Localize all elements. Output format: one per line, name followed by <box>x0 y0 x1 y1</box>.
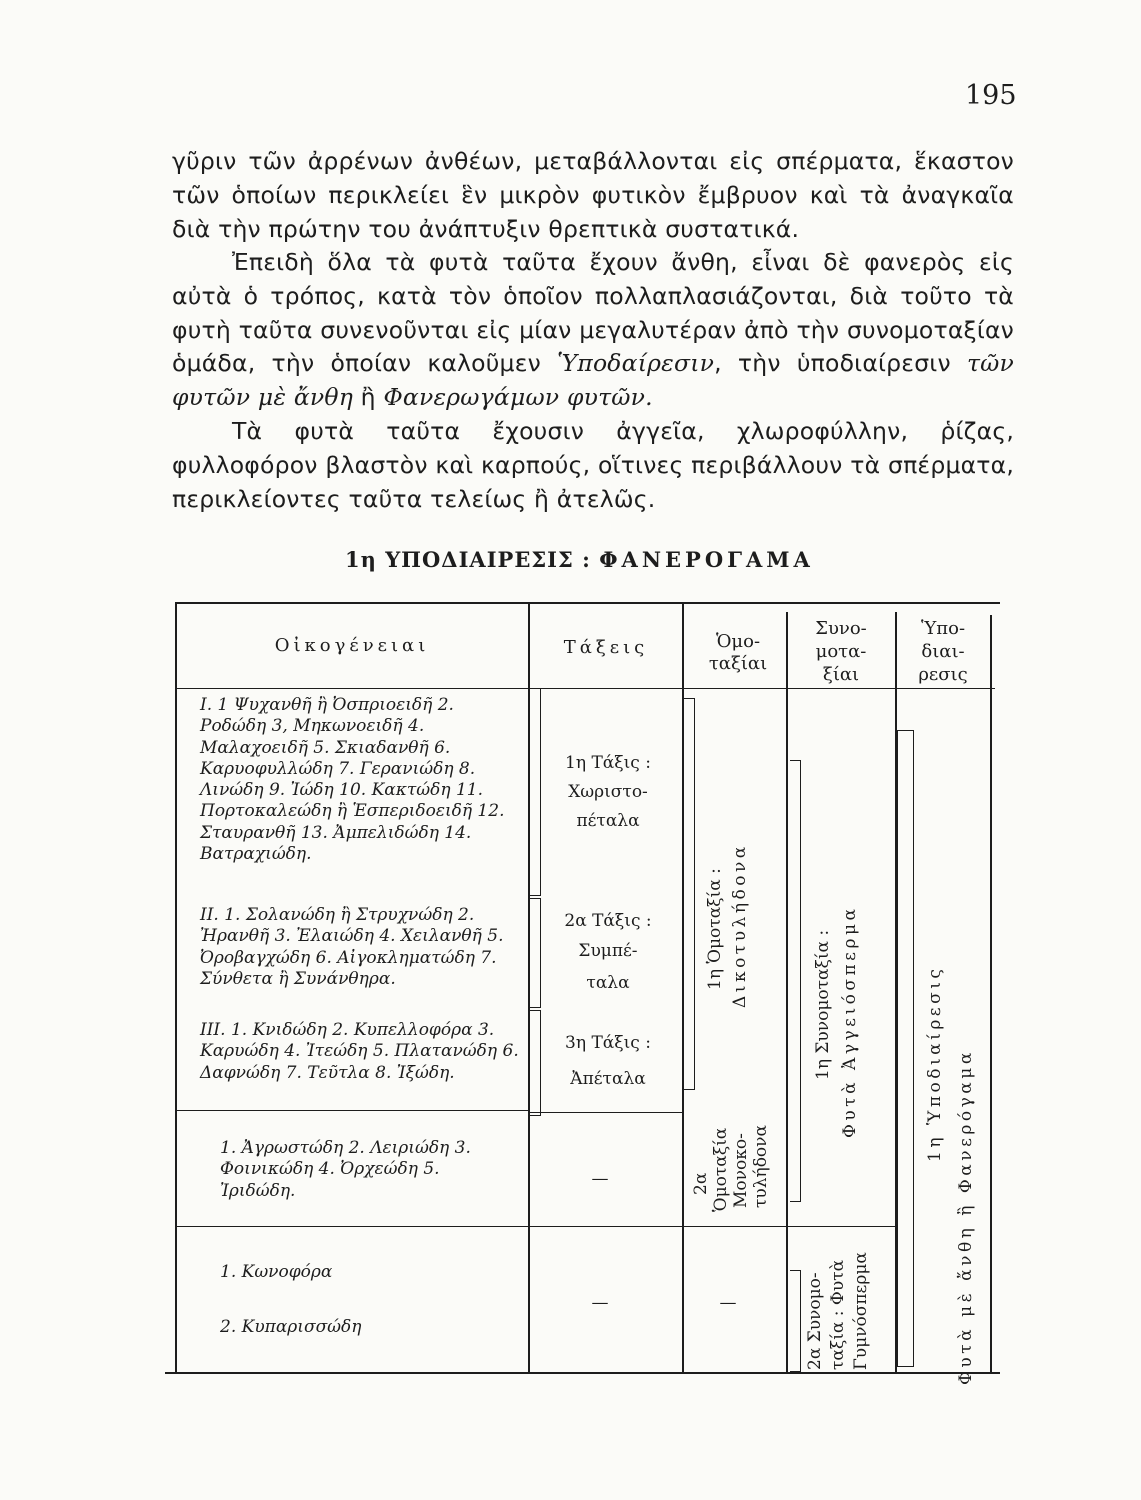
class-2-d: τυλήδονα <box>751 1125 771 1208</box>
header-families: Οἰκογένειαι <box>274 635 430 656</box>
paragraph-3: Τὰ φυτὰ ταῦτα ἔχουσιν ἀγγεῖα, χλωροφύλλην, ῥίζας, φυλλοφόρον βλαστὸν καὶ καρπούς, οἵτινες περιβάλλουν τὰ σπέρματα, περικλείοντες ταῦτα τελείως ἢ ἀτελῶς. <box>172 417 1014 513</box>
class-2-a: 2α <box>691 1172 711 1195</box>
families-group-2: II. 1. Σολανώδη ἢ Στρυχνώδη 2. Ἠρανθῆ 3. Ἐλαιώδη 4. Χειλανθῆ 5. Ὀροβαγχώδη 6. Αἰγοκληματώδη 7. Σύνθετα ἢ Συνάνθηρα. <box>200 905 504 989</box>
row-line-1 <box>175 1110 528 1111</box>
subdivision-b: Φυτὰ μὲ ἄνθη ἢ Φανερόγαμα <box>956 1049 976 1385</box>
subdivision-a: 1η Ὑποδιαίρεσις <box>925 965 945 1162</box>
families-group-5a: 1. Κωνοφόρα <box>220 1262 333 1282</box>
order-3-b: Ἀπέταλα <box>570 1069 646 1089</box>
subclass-1-a: 1η Συνομοταξία : <box>813 929 833 1080</box>
table-top-line <box>175 602 1000 604</box>
class-brace-1 <box>684 698 695 1090</box>
family-brace-3 <box>530 1010 541 1116</box>
subclass-2-c: Γυμνόσπερμα <box>851 1252 871 1370</box>
paragraph-1: γῦριν τῶν ἀρρένων ἀνθέων, μεταβάλλονται εἰς σπέρματα, ἕκαστον τῶν ὁποίων περικλείει ἓν μικρὸν φυτικὸν ἔμβρυον καὶ τὰ ἀναγκαῖα διὰ τὴν πρώτην του ἀνάπτυξιν θρεπτικὰ συστατικά. <box>172 147 1014 243</box>
subclass-2-b: ταξία : Φυτὰ <box>828 1259 848 1370</box>
header-subclasses-2: μοτα- <box>815 641 867 662</box>
order-none-2: — <box>591 1293 609 1313</box>
row-line-2 <box>175 1226 895 1227</box>
term-phanerogams: Φανερωγάμων φυτῶν. <box>383 383 653 412</box>
paragraph-2-or: ἢ <box>360 383 376 412</box>
col-line-6 <box>990 615 992 1372</box>
header-orders: Τάξεις <box>563 637 649 658</box>
header-bottom-line-2 <box>895 688 995 689</box>
order-1-b: Χωριστο- <box>568 782 648 802</box>
subclass-brace-1 <box>790 760 801 1202</box>
families-group-1: I. 1 Ψυχανθῆ ἢ Ὀσπριοειδῆ 2. Ροδώδη 3, Μηκωνοειδῆ 4. Μαλαχοειδῆ 5. Σκιαδανθῆ 6. Καρυοφυλλώδη 7. Γερανιώδη 8. Λινώδη 9. Ἰώδη 10. Κακτώδη 11. Πορτοκαλεώδη ἢ Ἑσπεριδοειδῆ 12. Σταυρανθῆ 13. Ἀμπελιδώδη 14. Βατραχιώδη. <box>200 695 505 865</box>
subclass-2-a: 2α Συνομο- <box>805 1272 825 1370</box>
class-2-c: Μονοκο- <box>731 1133 751 1208</box>
col-line-4 <box>786 612 788 1372</box>
families-group-4: 1. Ἀγρωστώδη 2. Λειριώδη 3. Φοινικώδη 4. Ὀρχεώδη 5. Ἰριδώδη. <box>220 1138 471 1201</box>
header-subdivision-1: Ὑπο- <box>920 618 966 639</box>
term-flowering-plants: τῶν φυτῶν μὲ ἄνθη <box>172 349 1015 412</box>
order-1-c: πέταλα <box>576 811 640 831</box>
class-2-b: Ὁμοταξία <box>711 1127 731 1212</box>
table-title-prefix: 1η ΥΠΟΔΙΑΙΡΕΣΙΣ : <box>345 547 591 572</box>
term-subdivision: Ὑποδαίρεσιν <box>557 349 715 378</box>
table-title-main: ΦΑΝΕΡΟΓΑΜΑ <box>599 547 814 572</box>
subclass-brace-2 <box>790 1270 801 1372</box>
class-none: — <box>719 1293 737 1313</box>
col-line-1 <box>175 602 177 1372</box>
row-line-1b <box>528 1112 682 1113</box>
paragraph-2-text-b: , τὴν ὑποδιαίρεσιν <box>714 349 951 378</box>
header-classes-2: ταξίαι <box>708 653 768 674</box>
paragraph-2-text: Ἐπειδὴ ὅλα τὰ φυτὰ ταῦτα ἔχουν ἄνθη, εἶναι δὲ φανερὸς εἰς αὐτὰ ὁ τρόπος, κατὰ τὸν ὁποῖον πολλαπλασιάζονται, διὰ τοῦτο τὰ φυτὴ ταῦτα συνενοῦνται εἰς μίαν μεγαλυτέραν ἀπὸ τὴν συνομοταξίαν ὁμάδα, τὴν ὁποίαν καλοῦμεν <box>172 248 1014 378</box>
class-1-a: 1η Ὁμοταξία : <box>705 868 725 990</box>
order-3-a: 3η Τάξις : <box>565 1033 651 1053</box>
subclass-1-b: Φυτὰ Ἀγγειόσπερμα <box>840 905 860 1138</box>
families-group-5b: 2. Κυπαρισσώδη <box>220 1317 362 1337</box>
header-subdivision-3: ρεσις <box>918 664 968 685</box>
subdivision-brace-r <box>905 730 914 1367</box>
order-2-b: Συμπέ- <box>578 941 638 961</box>
order-1-a: 1η Τάξις : <box>565 753 651 773</box>
order-2-a: 2α Τάξις : <box>564 911 652 931</box>
order-none-1: — <box>591 1169 609 1189</box>
families-group-3: III. 1. Κνιδώδη 2. Κυπελλοφόρα 3. Καρυώδη 4. Ἰτεώδη 5. Πλατανώδη 6. Δαφνώδη 7. Τεῦτλα 8. Ἰξώδη. <box>200 1020 519 1083</box>
header-subdivision-2: διαι- <box>921 641 965 662</box>
table-title <box>345 547 814 572</box>
header-classes-1: Ὁμο- <box>715 631 761 652</box>
header-subclasses-3: ξίαι <box>822 664 860 685</box>
table-bottom-line <box>165 1372 1000 1374</box>
class-1-b: Δικοτυλήδονα <box>730 843 750 1008</box>
order-2-c: ταλα <box>586 973 630 993</box>
page-number: 195 <box>965 80 1017 111</box>
header-subclasses-1: Συνο- <box>815 618 867 639</box>
paragraph-2 <box>172 246 1014 415</box>
